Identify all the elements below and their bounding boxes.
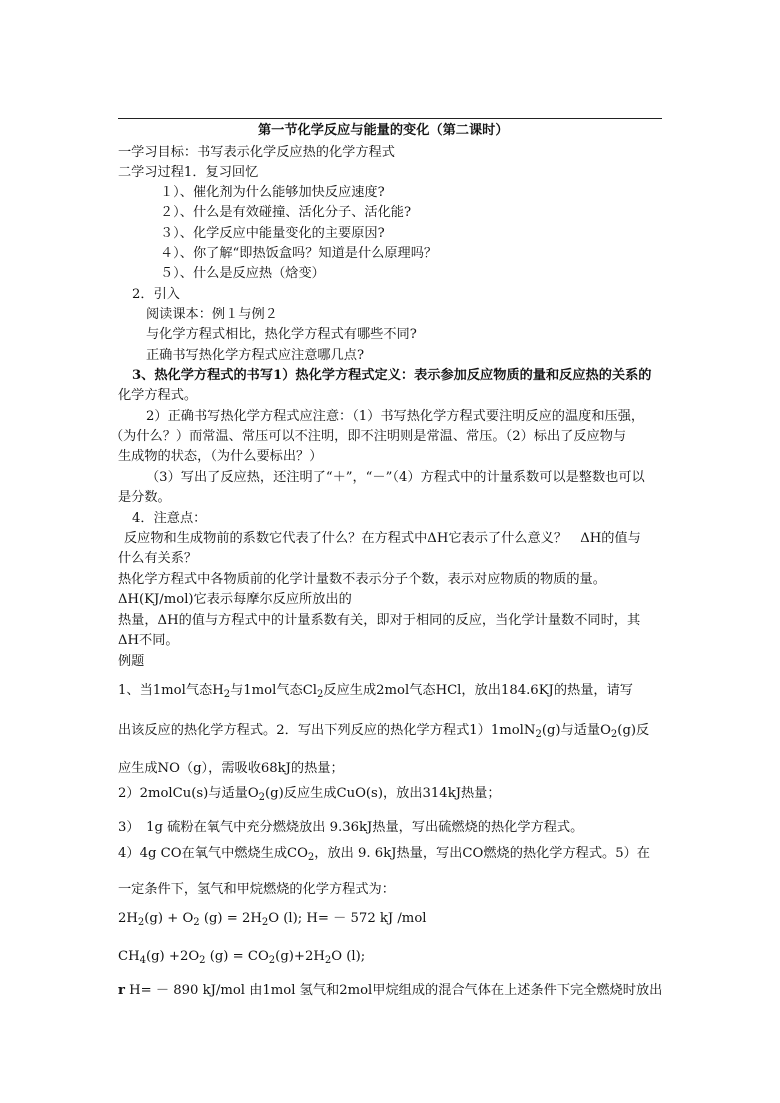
example-2-line-2: 应生成NO（g），需吸收68kJ的热量； [118, 761, 344, 776]
section-3-line-6: （3）写出了反应热，还注明了“＋”，“－”（4）方程式中的计量系数可以是整数也可以 [146, 470, 645, 485]
subscript: 2 [199, 955, 206, 966]
review-question-5: ５）、什么是反应热（焓变） [160, 266, 325, 281]
equation-part: CH [118, 949, 140, 964]
subscript: 2 [137, 917, 145, 928]
methane-combustion-equation [118, 949, 365, 969]
subscript: 2 [223, 689, 231, 700]
section-3-line-5: 生成物的状态，（为什么要标出？） [118, 449, 323, 464]
equation-part: (g) = 2H [199, 911, 262, 926]
example-2 [118, 723, 649, 743]
document-title: 第一节化学反应与能量的变化（第二课时） [258, 123, 509, 138]
equation-part: (g)+2H [275, 949, 325, 964]
examples-heading: 例题 [118, 654, 145, 669]
example-2-item-2 [118, 786, 501, 806]
equation-part: (g) + O [144, 911, 194, 926]
section-3-line-7: 是分数。 [118, 490, 171, 505]
example-2-item-4-part-b: ，放出 9. 6kJ热量，写出CO燃烧的热化学方程式。5）在 [314, 846, 650, 861]
subscript: 2 [268, 955, 276, 966]
example-2-part-a: 出该反应的热化学方程式。2．写出下列反应的热化学方程式1）1molN [118, 723, 536, 738]
intro-question-1: 与化学方程式相比，热化学方程式有哪些不同? [146, 327, 417, 342]
learning-goal: 一学习目标：书写表示化学反应热的化学方程式 [118, 145, 395, 160]
notes-line-4: ΔH(KJ/mol)它表示每摩尔反应所放出的 [118, 592, 352, 607]
section-introduction: 2．引入 [132, 287, 180, 302]
example-2-item-4 [118, 846, 650, 866]
intro-reading: 阅读课本：例１与例２ [146, 307, 278, 322]
section-3-text: 3、热化学方程式的书写1）热化学方程式定义：表示参加反应物质的量和反应热的关系的 [132, 368, 652, 383]
review-question-3: ３）、化学反应中能量变化的主要原因? [160, 226, 385, 241]
subscript: 2 [307, 852, 315, 863]
notes-line-1: 反应物和生成物前的系数它代表了什么？在方程式中ΔH它表示了什么意义？ ΔH的值与 [124, 531, 641, 546]
section-notes: 4．注意点： [132, 511, 207, 526]
example-1-part-a: 1、当1mol气态H [118, 683, 224, 698]
equation-part: (g) +2O [145, 949, 200, 964]
subscript: 2 [610, 729, 618, 740]
learning-process: 二学习过程1．复习回忆 [118, 165, 259, 180]
example-2-item-5-line-2: 一定条件下，氢气和甲烷燃烧的化学方程式为： [118, 882, 395, 897]
equation-part: O (l); H= － 572 kJ /mol [268, 911, 427, 926]
review-question-2: ２）、什么是有效碰撞、活化分子、活化能? [160, 205, 412, 220]
equation-part: 2H [118, 911, 138, 926]
methane-enthalpy-line [118, 983, 662, 999]
notes-line-6: ΔH不同。 [118, 633, 179, 648]
notes-line-3: 热化学方程式中各物质前的化学计量数不表示分子个数，表示对应物质的物质的量。 [118, 572, 606, 587]
equation-part: O (l); [331, 949, 366, 964]
example-2-item-4-part-a: 4）4g CO在氧气中燃烧生成CO [118, 846, 308, 861]
example-1-part-b: 与1mol气态Cl [230, 683, 318, 698]
example-2-part-c: (g)反 [617, 723, 650, 738]
section-3-line-2: 化学方程式。 [118, 388, 198, 403]
subscript: 2 [535, 729, 542, 740]
subscript: 4 [139, 955, 146, 966]
subscript: 2 [258, 792, 266, 803]
section-3-line-4: （为什么？）而常温、常压可以不注明，即不注明则是常温、常压。（2）标出了反应物与 [110, 429, 627, 444]
review-question-4: ４）、你了解“即热饭盒吗？知道是什么原理吗？ [160, 246, 438, 261]
example-2-item-2-part-b: (g)反应生成CuO(s)，放出314kJ热量； [265, 786, 501, 801]
equation-part: (g) = CO [205, 949, 269, 964]
subscript: 2 [193, 917, 200, 928]
notes-line-2: 什么有关系？ [118, 551, 198, 566]
subscript: 2 [317, 689, 324, 700]
subscript: 2 [324, 955, 332, 966]
example-2-item-2-part-a: 2）2molCu(s)与适量O [118, 786, 259, 801]
review-question-1: １）、催化剂为什么能够加快反应速度? [160, 185, 385, 200]
subscript: 2 [261, 917, 269, 928]
example-1 [118, 683, 633, 703]
section-3-line-3: 2）正确书写热化学方程式应注意：（1）书写热化学方程式要注明反应的温度和压强， [146, 409, 645, 424]
notes-line-5: 热量，ΔH的值与方程式中的计量系数有关，即对于相同的反应，当化学计量数不同时，其 [118, 613, 641, 628]
hydrogen-combustion-equation [118, 911, 426, 931]
header-rule [118, 118, 662, 119]
methane-enthalpy-text: H= － 890 kJ/mol 由1mol 氢气和2mol甲烷组成的混合气体在上述条件下完全燃烧时放出 [124, 983, 663, 998]
example-2-item-3: 3） 1g 硫粉在氧气中充分燃烧放出 9.36kJ热量，写出硫燃烧的热化学方程式。 [118, 820, 584, 835]
example-1-part-c: 反应生成2mol气态HCl，放出184.6KJ的热量，请写 [323, 683, 633, 698]
delta-symbol: r [118, 983, 125, 998]
section-3-heading [132, 368, 651, 384]
intro-question-2: 正确书写热化学方程式应注意哪几点? [146, 348, 365, 363]
example-2-part-b: (g)与适量O [541, 723, 611, 738]
